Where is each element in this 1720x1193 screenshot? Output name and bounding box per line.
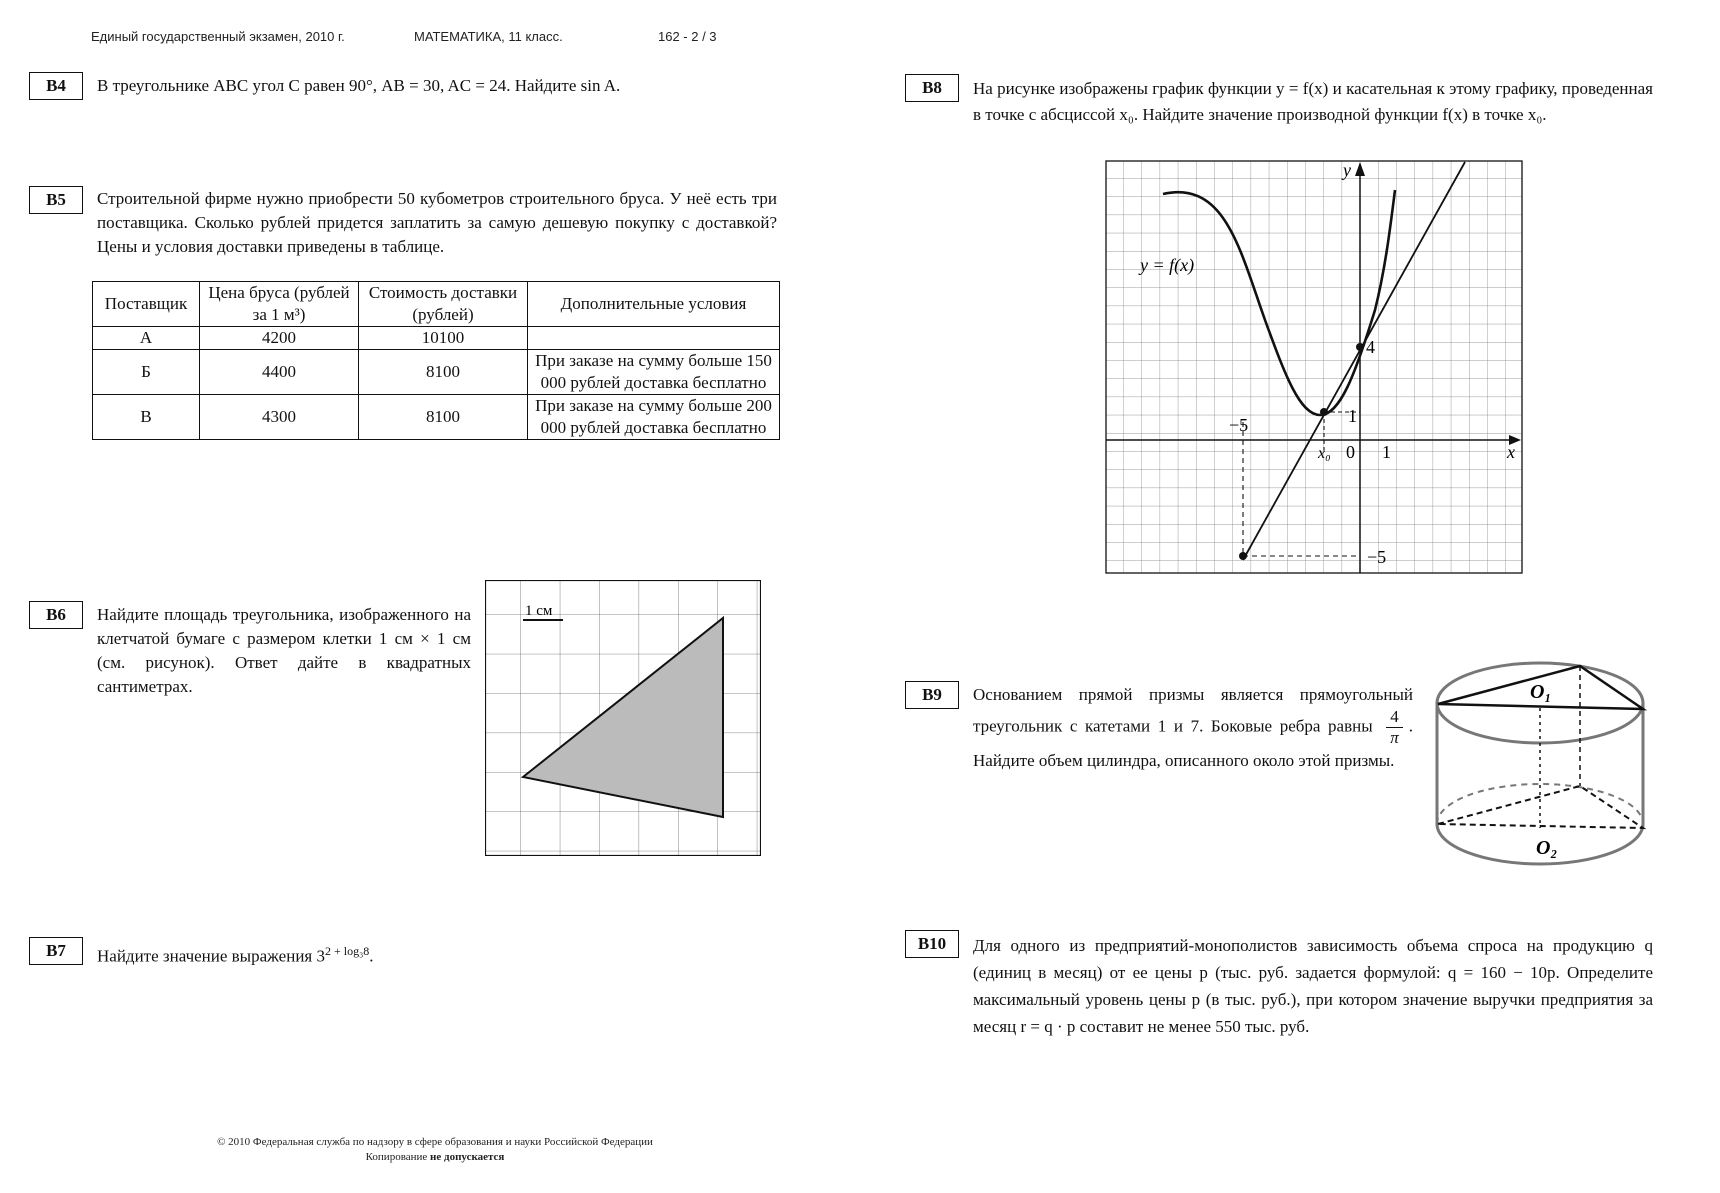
task-b6-text: Найдите площадь треугольника, изображенного на клетчатой бумаге с размером клетки 1 см × 1 см (см. рисунок). Ответ дайте в квадратных сантиметрах.: [97, 605, 471, 696]
table-cell: 8100: [359, 350, 528, 395]
b9-cylinder-figure: [1430, 656, 1652, 882]
tick-label: 1: [1382, 442, 1391, 462]
label-o2: O₂: [1536, 837, 1558, 859]
axis-label-y: y: [1343, 160, 1351, 180]
footer-copy-note: [150, 1151, 720, 1163]
task-b9-text-after: . Найдите объем цилиндра, описанного около этой призмы.: [973, 716, 1413, 770]
task-label-b9: B9: [905, 681, 959, 709]
task-label-b6: B6: [29, 601, 83, 629]
table-cell: 4400: [200, 350, 359, 395]
table-cell: При заказе на сумму больше 150 000 рублей доставка бесплатно: [528, 350, 780, 395]
task-b5-text: Строительной фирме нужно приобрести 50 кубометров строительного бруса. У неё есть три поставщика. Сколько рублей придется заплатить за самую дешевую покупку с доставкой? Цены и условия доставки приведены в таблице.: [97, 189, 777, 256]
table-cell: 8100: [359, 395, 528, 440]
table-cell: [528, 327, 780, 350]
b8-function-graph: [1105, 160, 1523, 574]
footer-copyright: © 2010 Федеральная служба по надзору в сфере образования и науки Российской Федерации: [217, 1136, 653, 1148]
task-b9-text-before: Основанием прямой призмы является прямоугольный треугольник с катетами 1 и 7. Боковые ребра равны: [973, 685, 1413, 736]
task-b4-text: В треугольнике ABC угол C равен 90°, AB = 30, AC = 24. Найдите sin A.: [97, 76, 621, 95]
tick-label-x0: x₀: [1318, 445, 1331, 462]
tangent-point: [1320, 408, 1328, 416]
tick-label: −5: [1229, 415, 1249, 435]
b6-grid-figure: [485, 580, 761, 856]
table-row: [93, 350, 780, 395]
b7-exponent: 2 + log₃8: [324, 944, 370, 958]
table-row: [93, 395, 780, 440]
task-b8-text: На рисунке изображены график функции y = f(x) и касательная к этому графику, проведенная в точке с абсциссой x₀. Найдите значение производной функции f(x) в точке x₀.: [973, 79, 1653, 124]
table-cell: А: [93, 327, 200, 350]
table-cell: 10100: [359, 327, 528, 350]
table-header-row: [93, 282, 780, 327]
axis-label-x: x: [1507, 442, 1515, 462]
b7-end: .: [369, 946, 374, 966]
table-header-cell: Дополнительные условия: [528, 282, 780, 327]
table-header-cell: Стоимость доставки (рублей): [359, 282, 528, 327]
task-label-b4: B4: [29, 72, 83, 100]
b9-fraction: [1386, 707, 1403, 748]
table-cell: 4200: [200, 327, 359, 350]
table-row: [93, 327, 780, 350]
task-b7-text: Найдите значение выражения: [97, 946, 313, 966]
footer-copy-bold: не допускается: [430, 1151, 505, 1163]
task-label-b10: B10: [905, 930, 959, 958]
tick-label: 4: [1366, 337, 1375, 357]
table-cell: 4300: [200, 395, 359, 440]
table-cell: В: [93, 395, 200, 440]
table-cell: При заказе на сумму больше 200 000 рублей доставка бесплатно: [528, 395, 780, 440]
header-page: 162 - 2 / 3: [658, 29, 717, 44]
task-b10-text: Для одного из предприятий-монополистов зависимость объема спроса на продукцию q (единиц в месяц) от ее цены p (тыс. руб. задается формулой: q = 160 − 10p. Определите максимальный уровень цены p (в тыс. руб.), при котором значение выручки предприятия за месяц r = q · p составит не менее 550 тыс. руб.: [973, 936, 1653, 1036]
task-b9: [973, 682, 1413, 773]
table-header-cell: Цена бруса (рублей за 1 м³): [200, 282, 359, 327]
tangent-low-point: [1239, 552, 1247, 560]
tick-label: 1: [1348, 406, 1357, 426]
task-label-b8: B8: [905, 74, 959, 102]
table-header-cell: Поставщик: [93, 282, 200, 327]
b9-frac-den: π: [1390, 728, 1399, 747]
footer-copy-prefix: Копирование: [365, 1151, 428, 1163]
label-o1: O₁: [1530, 681, 1552, 703]
header-subject: МАТЕМАТИКА, 11 класс.: [414, 29, 563, 44]
bottom-back-arc: [1437, 784, 1643, 824]
header-exam: Единый государственный экзамен, 2010 г.: [91, 29, 345, 44]
scale-label: 1 см: [525, 603, 553, 619]
y-intercept-point: [1356, 343, 1364, 351]
table-cell: Б: [93, 350, 200, 395]
supplier-table: [92, 281, 780, 440]
b9-frac-num: 4: [1386, 707, 1403, 728]
curve-label: y = f(x): [1140, 255, 1195, 275]
tick-label: 0: [1346, 442, 1355, 462]
b7-base: 3: [316, 946, 325, 966]
task-label-b7: B7: [29, 937, 83, 965]
task-label-b5: B5: [29, 186, 83, 214]
task-b7: [97, 939, 597, 969]
tick-label: −5: [1367, 547, 1387, 567]
